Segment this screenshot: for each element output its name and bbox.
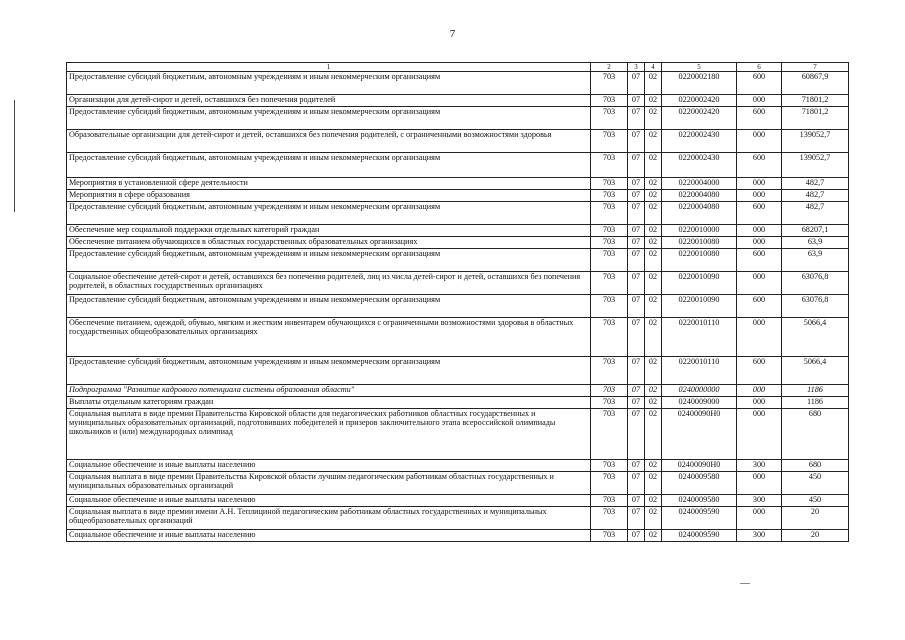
target-article-cell: 0220010110 — [662, 318, 737, 357]
scan-mark — [740, 583, 750, 584]
expense-type-cell: 600 — [737, 153, 782, 178]
table-row — [67, 460, 849, 472]
subsection-code-cell: 02 — [645, 237, 662, 249]
row-name-cell: Организации для детей-сирот и детей, оставшихся без попечения родителей — [67, 95, 591, 107]
subsection-code-cell: 02 — [645, 495, 662, 507]
subsection-code-cell: 02 — [645, 95, 662, 107]
header-cell: 7 — [782, 63, 849, 72]
ministry-code-cell: 703 — [591, 95, 628, 107]
subsection-code-cell: 02 — [645, 397, 662, 409]
header-cell: 2 — [591, 63, 628, 72]
expense-type-cell: 000 — [737, 190, 782, 202]
amount-cell: 71801,2 — [782, 95, 849, 107]
subsection-code-cell: 02 — [645, 357, 662, 385]
expense-type-cell: 000 — [737, 130, 782, 153]
section-code-cell: 07 — [628, 357, 645, 385]
subsection-code-cell: 02 — [645, 530, 662, 542]
ministry-code-cell: 703 — [591, 130, 628, 153]
target-article-cell: 0220004080 — [662, 190, 737, 202]
section-code-cell: 07 — [628, 95, 645, 107]
section-code-cell: 07 — [628, 202, 645, 225]
expense-type-cell: 000 — [737, 225, 782, 237]
expense-type-cell: 600 — [737, 295, 782, 318]
table-row — [67, 72, 849, 95]
ministry-code-cell: 703 — [591, 318, 628, 357]
section-code-cell: 07 — [628, 178, 645, 190]
section-code-cell: 07 — [628, 530, 645, 542]
table-row — [67, 178, 849, 190]
section-code-cell: 07 — [628, 472, 645, 495]
amount-cell: 60867,9 — [782, 72, 849, 95]
table-row — [67, 95, 849, 107]
expense-type-cell: 000 — [737, 507, 782, 530]
section-code-cell: 07 — [628, 385, 645, 397]
row-name-cell: Выплаты отдельным категориям граждан — [67, 397, 591, 409]
amount-cell: 482,7 — [782, 178, 849, 190]
target-article-cell: 0240009580 — [662, 495, 737, 507]
section-code-cell: 07 — [628, 318, 645, 357]
row-name-cell: Социальное обеспечение и иные выплаты населению — [67, 530, 591, 542]
amount-cell: 20 — [782, 530, 849, 542]
expense-type-cell: 300 — [737, 460, 782, 472]
subsection-code-cell: 02 — [645, 225, 662, 237]
table-row — [67, 107, 849, 130]
table-row — [67, 153, 849, 178]
subsection-code-cell: 02 — [645, 72, 662, 95]
table-row — [67, 249, 849, 272]
row-name-cell: Предоставление субсидий бюджетным, автономным учреждениям и иным некоммерческим организациям — [67, 249, 591, 272]
subsection-code-cell: 02 — [645, 460, 662, 472]
target-article-cell: 0220010080 — [662, 237, 737, 249]
amount-cell: 20 — [782, 507, 849, 530]
subsection-code-cell: 02 — [645, 249, 662, 272]
row-name-cell: Социальное обеспечение и иные выплаты населению — [67, 460, 591, 472]
expense-type-cell: 000 — [737, 409, 782, 460]
target-article-cell: 0220002430 — [662, 130, 737, 153]
target-article-cell: 0220010080 — [662, 249, 737, 272]
target-article-cell: 0220004080 — [662, 202, 737, 225]
expense-type-cell: 000 — [737, 178, 782, 190]
budget-table — [66, 62, 849, 542]
section-code-cell: 07 — [628, 72, 645, 95]
row-name-cell: Мероприятия в сфере образования — [67, 190, 591, 202]
target-article-cell: 0220010090 — [662, 272, 737, 295]
expense-type-cell: 600 — [737, 202, 782, 225]
section-code-cell: 07 — [628, 507, 645, 530]
table-row — [67, 130, 849, 153]
subsection-code-cell: 02 — [645, 272, 662, 295]
ministry-code-cell: 703 — [591, 225, 628, 237]
row-name-cell: Предоставление субсидий бюджетным, автономным учреждениям и иным некоммерческим организациям — [67, 357, 591, 385]
table-row — [67, 472, 849, 495]
ministry-code-cell: 703 — [591, 460, 628, 472]
section-code-cell: 07 — [628, 460, 645, 472]
table-row — [67, 225, 849, 237]
row-name-cell: Предоставление субсидий бюджетным, автономным учреждениям и иным некоммерческим организациям — [67, 153, 591, 178]
row-name-cell: Предоставление субсидий бюджетным, автономным учреждениям и иным некоммерческим организациям — [67, 295, 591, 318]
expense-type-cell: 600 — [737, 249, 782, 272]
ministry-code-cell: 703 — [591, 409, 628, 460]
ministry-code-cell: 703 — [591, 530, 628, 542]
table-row — [67, 357, 849, 385]
row-name-cell: Обеспечение питанием, одеждой, обувью, мягким и жестким инвентарем обучающихся с ограниченными возможностями здоровья в областных государственных общеобразовательных организациях — [67, 318, 591, 357]
subsection-code-cell: 02 — [645, 107, 662, 130]
amount-cell: 63,9 — [782, 237, 849, 249]
expense-type-cell: 300 — [737, 530, 782, 542]
amount-cell: 680 — [782, 460, 849, 472]
section-code-cell: 07 — [628, 107, 645, 130]
section-code-cell: 07 — [628, 409, 645, 460]
table-row — [67, 397, 849, 409]
row-name-cell: Предоставление субсидий бюджетным, автономным учреждениям и иным некоммерческим организациям — [67, 107, 591, 130]
subsection-code-cell: 02 — [645, 130, 662, 153]
header-row — [67, 63, 849, 72]
page-number: 7 — [449, 28, 456, 40]
ministry-code-cell: 703 — [591, 237, 628, 249]
expense-type-cell: 000 — [737, 318, 782, 357]
ministry-code-cell: 703 — [591, 507, 628, 530]
subsection-code-cell: 02 — [645, 318, 662, 357]
amount-cell: 450 — [782, 472, 849, 495]
ministry-code-cell: 703 — [591, 178, 628, 190]
amount-cell: 68207,1 — [782, 225, 849, 237]
table-body — [67, 63, 849, 542]
ministry-code-cell: 703 — [591, 190, 628, 202]
table-row — [67, 295, 849, 318]
amount-cell: 482,7 — [782, 190, 849, 202]
row-name-cell: Предоставление субсидий бюджетным, автономным учреждениям и иным некоммерческим организациям — [67, 72, 591, 95]
section-code-cell: 07 — [628, 249, 645, 272]
header-cell: 5 — [662, 63, 737, 72]
target-article-cell: 0220004000 — [662, 178, 737, 190]
table-row — [67, 190, 849, 202]
subsection-code-cell: 02 — [645, 178, 662, 190]
table-row — [67, 237, 849, 249]
subsection-code-cell: 02 — [645, 190, 662, 202]
row-name-cell: Обеспечение питанием обучающихся в областных государственных образовательных организациях — [67, 237, 591, 249]
ministry-code-cell: 703 — [591, 385, 628, 397]
row-name-cell: Социальная выплата в виде премии Правительства Кировской области лучшим педагогическим работникам областных государственных и муниципальных образовательных организаций — [67, 472, 591, 495]
row-name-cell: Социальное обеспечение детей-сирот и детей, оставшихся без попечения родителей, лиц из числа детей-сирот и детей, оставшихся без попечения родителей, в областных государственных организациях — [67, 272, 591, 295]
ministry-code-cell: 703 — [591, 153, 628, 178]
target-article-cell: 02400090Н0 — [662, 409, 737, 460]
section-code-cell: 07 — [628, 153, 645, 178]
table-row — [67, 495, 849, 507]
subsection-code-cell: 02 — [645, 295, 662, 318]
target-article-cell: 0240009590 — [662, 530, 737, 542]
amount-cell: 1186 — [782, 397, 849, 409]
amount-cell: 1186 — [782, 385, 849, 397]
expense-type-cell: 000 — [737, 237, 782, 249]
target-article-cell: 02400090Н0 — [662, 460, 737, 472]
amount-cell: 63,9 — [782, 249, 849, 272]
table-row — [67, 202, 849, 225]
subsection-code-cell: 02 — [645, 153, 662, 178]
expense-type-cell: 300 — [737, 495, 782, 507]
row-name-cell: Мероприятия в установленной сфере деятельности — [67, 178, 591, 190]
header-cell: 6 — [737, 63, 782, 72]
section-code-cell: 07 — [628, 130, 645, 153]
section-code-cell: 07 — [628, 295, 645, 318]
target-article-cell: 0220010000 — [662, 225, 737, 237]
target-article-cell: 0240009590 — [662, 507, 737, 530]
header-cell: 1 — [67, 63, 591, 72]
amount-cell: 71801,2 — [782, 107, 849, 130]
subsection-code-cell: 02 — [645, 472, 662, 495]
row-name-cell: Социальная выплата в виде премии Правительства Кировской области для педагогических работников областных государственных и муниципальных образовательных организаций, подготовивших победителей и призеров заключительного этапа всероссийской олимпиады школьников и (или) международных олимпиад — [67, 409, 591, 460]
row-name-cell: Социальная выплата в виде премии имени А.Н. Теплициной педагогическим работникам областных государственных и муниципальных общеобразовательных организаций — [67, 507, 591, 530]
row-name-cell: Предоставление субсидий бюджетным, автономным учреждениям и иным некоммерческим организациям — [67, 202, 591, 225]
ministry-code-cell: 703 — [591, 472, 628, 495]
amount-cell: 680 — [782, 409, 849, 460]
target-article-cell: 0240000000 — [662, 385, 737, 397]
ministry-code-cell: 703 — [591, 107, 628, 130]
subsection-code-cell: 02 — [645, 507, 662, 530]
ministry-code-cell: 703 — [591, 397, 628, 409]
subsection-code-cell: 02 — [645, 409, 662, 460]
section-code-cell: 07 — [628, 225, 645, 237]
table-row — [67, 530, 849, 542]
amount-cell: 139052,7 — [782, 153, 849, 178]
section-code-cell: 07 — [628, 397, 645, 409]
target-article-cell: 0240009000 — [662, 397, 737, 409]
amount-cell: 63076,8 — [782, 295, 849, 318]
expense-type-cell: 000 — [737, 95, 782, 107]
section-code-cell: 07 — [628, 190, 645, 202]
table-row — [67, 507, 849, 530]
subsection-code-cell: 02 — [645, 202, 662, 225]
amount-cell: 63076,8 — [782, 272, 849, 295]
header-cell: 4 — [645, 63, 662, 72]
header-cell: 3 — [628, 63, 645, 72]
amount-cell: 5066,4 — [782, 318, 849, 357]
amount-cell: 139052,7 — [782, 130, 849, 153]
amount-cell: 482,7 — [782, 202, 849, 225]
subsection-code-cell: 02 — [645, 385, 662, 397]
table-row — [67, 272, 849, 295]
expense-type-cell: 600 — [737, 357, 782, 385]
table-row — [67, 409, 849, 460]
target-article-cell: 0220010090 — [662, 295, 737, 318]
ministry-code-cell: 703 — [591, 202, 628, 225]
amount-cell: 5066,4 — [782, 357, 849, 385]
ministry-code-cell: 703 — [591, 72, 628, 95]
ministry-code-cell: 703 — [591, 295, 628, 318]
target-article-cell: 0240009580 — [662, 472, 737, 495]
amount-cell: 450 — [782, 495, 849, 507]
expense-type-cell: 000 — [737, 272, 782, 295]
ministry-code-cell: 703 — [591, 249, 628, 272]
expense-type-cell: 000 — [737, 397, 782, 409]
target-article-cell: 0220002420 — [662, 107, 737, 130]
ministry-code-cell: 703 — [591, 272, 628, 295]
row-name-cell: Образовательные организации для детей-сирот и детей, оставшихся без попечения родителей, с ограниченными возможностями здоровья — [67, 130, 591, 153]
expense-type-cell: 600 — [737, 107, 782, 130]
target-article-cell: 0220002180 — [662, 72, 737, 95]
table-row — [67, 318, 849, 357]
section-code-cell: 07 — [628, 495, 645, 507]
target-article-cell: 0220010110 — [662, 357, 737, 385]
row-name-cell: Социальное обеспечение и иные выплаты населению — [67, 495, 591, 507]
expense-type-cell: 000 — [737, 472, 782, 495]
ministry-code-cell: 703 — [591, 495, 628, 507]
row-name-cell: Обеспечение мер социальной поддержки отдельных категорий граждан — [67, 225, 591, 237]
expense-type-cell: 600 — [737, 72, 782, 95]
section-code-cell: 07 — [628, 237, 645, 249]
section-code-cell: 07 — [628, 272, 645, 295]
margin-line — [14, 100, 15, 212]
target-article-cell: 0220002420 — [662, 95, 737, 107]
target-article-cell: 0220002430 — [662, 153, 737, 178]
expense-type-cell: 000 — [737, 385, 782, 397]
row-name-cell: Подпрограмма "Развитие кадрового потенциала системы образования области" — [67, 385, 591, 397]
table-row — [67, 385, 849, 397]
ministry-code-cell: 703 — [591, 357, 628, 385]
